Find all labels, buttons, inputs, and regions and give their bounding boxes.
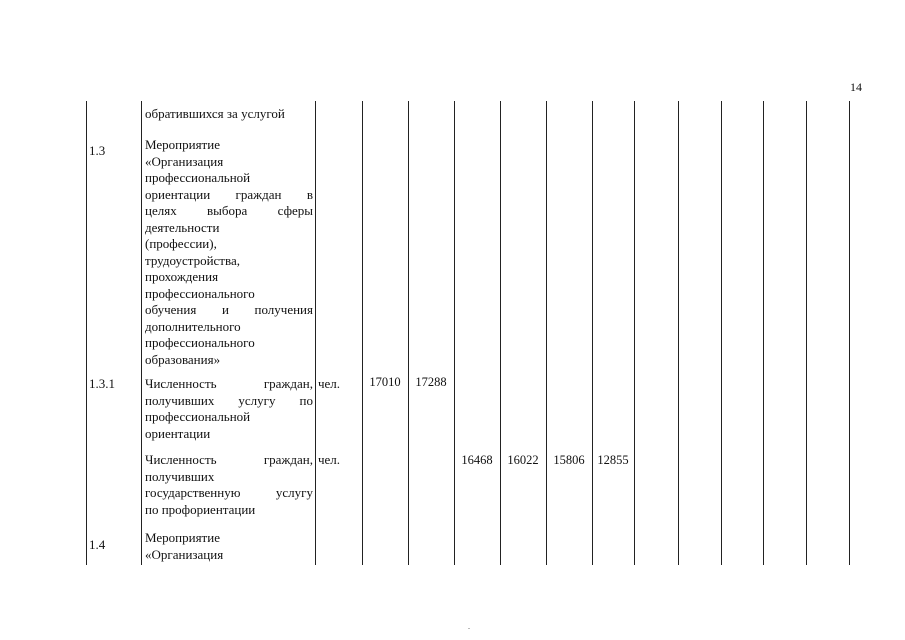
description-line: (профессии), bbox=[145, 236, 217, 251]
description-line: деятельности bbox=[145, 219, 220, 235]
column-line bbox=[500, 101, 501, 565]
row-number: 1.4 bbox=[89, 537, 106, 552]
column-line bbox=[806, 101, 807, 565]
column-line bbox=[315, 101, 316, 565]
description-line: прохождения bbox=[145, 269, 219, 284]
column-line bbox=[849, 101, 850, 565]
description-line: «Организация bbox=[145, 153, 224, 169]
value-cell: 15806 bbox=[553, 453, 585, 467]
description-line: профессионального bbox=[145, 335, 255, 350]
description-line: Численность граждан, bbox=[145, 376, 313, 391]
description-line: Численность граждан, bbox=[145, 452, 313, 467]
description-line: профессиональной bbox=[145, 409, 251, 424]
column-line bbox=[678, 101, 679, 565]
column-line bbox=[86, 101, 87, 565]
description-line: ориентации граждан в bbox=[145, 186, 313, 202]
row-description bbox=[145, 452, 313, 518]
description-line: образования» bbox=[145, 351, 221, 367]
value-cell: 16468 bbox=[461, 453, 493, 467]
column-line bbox=[141, 101, 142, 565]
description-line: дополнительного bbox=[145, 318, 241, 334]
description-line: Мероприятие bbox=[145, 530, 220, 545]
column-line bbox=[454, 101, 455, 565]
value-cell: 16022 bbox=[507, 453, 539, 467]
scan-speck bbox=[468, 628, 470, 629]
column-line bbox=[362, 101, 363, 565]
description-line: Мероприятие bbox=[145, 137, 220, 152]
row-description bbox=[145, 137, 313, 368]
description-line: обратившихся за услугой bbox=[145, 106, 285, 121]
description-line: обучения и получения bbox=[145, 302, 313, 317]
column-line bbox=[408, 101, 409, 565]
description-line: профессиональной bbox=[145, 170, 251, 185]
description-line: целях выбора сферы bbox=[145, 203, 313, 218]
description-line: получивших bbox=[145, 468, 215, 484]
description-line: государственную услугу bbox=[145, 485, 313, 500]
row-unit: чел. bbox=[318, 376, 341, 391]
column-line bbox=[546, 101, 547, 565]
row-description bbox=[145, 376, 313, 442]
row-unit: чел. bbox=[318, 452, 341, 467]
description-line: получивших услугу по bbox=[145, 392, 313, 408]
value-cell: 17010 bbox=[369, 375, 401, 389]
description-line: профессионального bbox=[145, 285, 255, 301]
description-line: ориентации bbox=[145, 425, 211, 441]
description-line: трудоустройства, bbox=[145, 252, 240, 268]
row-number: 1.3.1 bbox=[89, 376, 115, 391]
column-line bbox=[721, 101, 722, 565]
row-description bbox=[145, 106, 313, 123]
column-line bbox=[763, 101, 764, 565]
description-line: «Организация bbox=[145, 546, 224, 562]
value-cell: 12855 bbox=[597, 453, 629, 467]
value-cell: 17288 bbox=[415, 375, 447, 389]
description-line: по профориентации bbox=[145, 501, 256, 517]
row-description bbox=[145, 530, 313, 563]
page-number: 14 bbox=[850, 80, 862, 94]
row-number: 1.3 bbox=[89, 143, 106, 158]
column-line bbox=[634, 101, 635, 565]
column-line bbox=[592, 101, 593, 565]
